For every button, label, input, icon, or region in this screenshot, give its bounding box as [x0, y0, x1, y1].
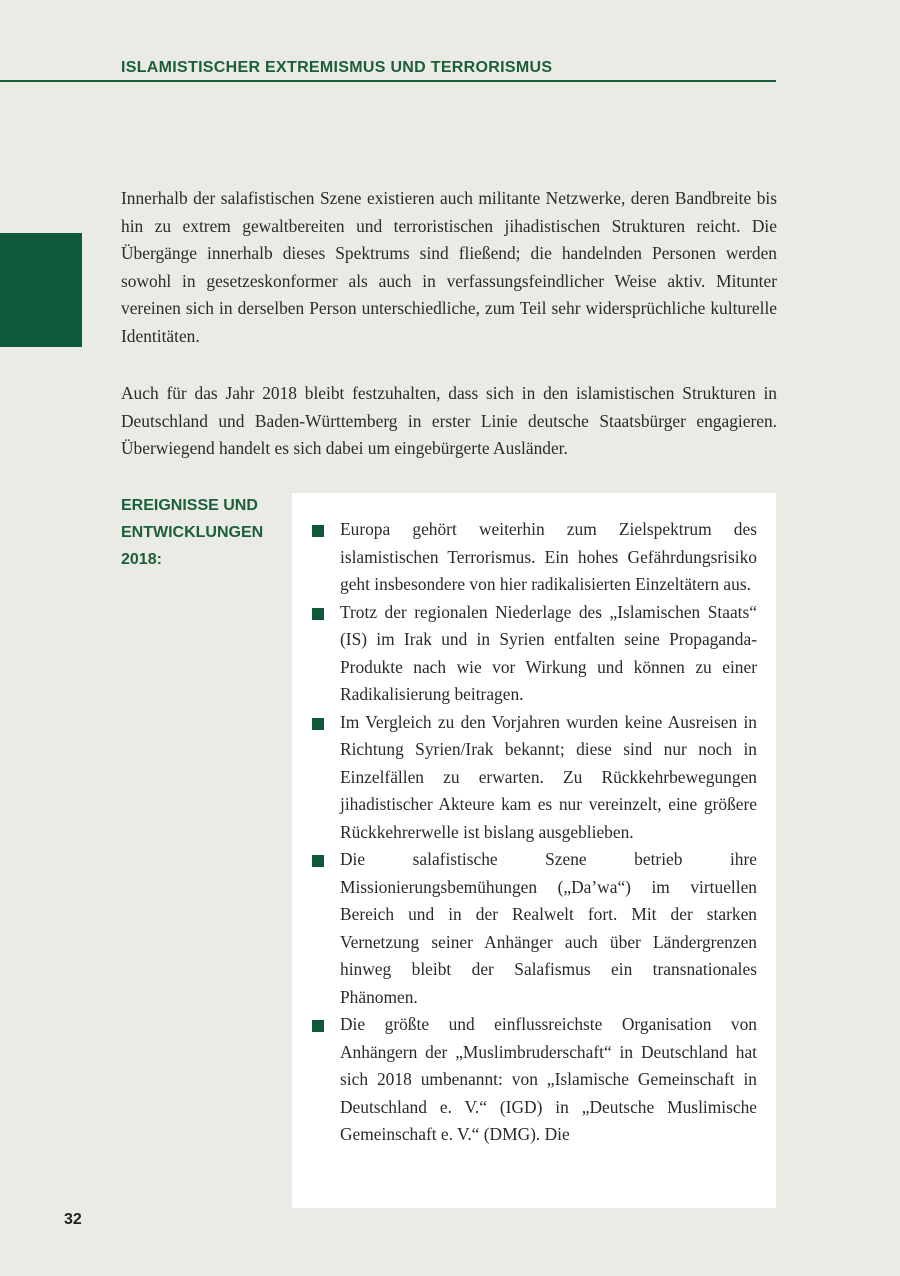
square-bullet-icon [312, 608, 324, 620]
events-heading [121, 492, 281, 573]
events-box [292, 493, 776, 1208]
events-list [312, 516, 757, 1149]
square-bullet-icon [312, 718, 324, 730]
chapter-side-tab [0, 233, 82, 347]
list-item-text: Die salafistische Szene betrieb ihre Missionierungsbemühungen („Da’wa“) im virtuellen Bereich und in der Realwelt fort. Mit der starken Vernetzung seiner Anhänger auch über Ländergrenzen hinweg bleibt der Salafismus ein transnationales Phänomen. [340, 849, 757, 1007]
intro-paragraph-1: Innerhalb der salafistischen Szene existieren auch militante Netzwerke, deren Bandbreite bis hin zu extrem gewaltbereiten und terroristischen jihadistischen Strukturen reicht. Die Übergänge innerhalb dieses Spektrums sind fließend; die handelnden Personen werden sowohl in gesetzeskonformer als auch in verfassungsfeindlicher Weise aktiv. Mitunter vereinen sich in derselben Person unterschiedliche, zum Teil sehr widersprüchliche kulturelle Identitäten. [121, 188, 777, 346]
square-bullet-icon [312, 525, 324, 537]
events-heading-line-3: 2018: [121, 551, 162, 568]
events-heading-line-2: ENTWICKLUNGEN [121, 524, 264, 541]
list-item [312, 599, 757, 709]
events-heading-line-1: EREIGNISSE UND [121, 497, 258, 514]
list-item-text: Trotz der regionalen Niederlage des „Islamischen Staats“ (IS) im Irak und in Syrien entfalten seine Propaganda-Produkte nach wie vor Wirkung und können zu einer Radikalisierung beitragen. [340, 601, 757, 704]
list-item [312, 1011, 757, 1149]
list-item [312, 709, 757, 847]
list-item [312, 846, 757, 1011]
square-bullet-icon [312, 1020, 324, 1032]
list-item [312, 516, 757, 599]
section-title: ISLAMISTISCHER EXTREMISMUS UND TERRORISMUS [121, 59, 553, 76]
square-bullet-icon [312, 855, 324, 867]
list-item-text: Im Vergleich zu den Vorjahren wurden keine Ausreisen in Richtung Syrien/Irak bekannt; diese sind nur noch in Einzelfällen zu erwarten. Zu Rückkehrbewegungen jihadistischer Akteure kam es nur vereinzelt, eine größere Rückkehrerwelle ist bislang ausgeblieben. [340, 711, 757, 842]
list-item-text: Europa gehört weiterhin zum Zielspektrum des islamistischen Terrorismus. Ein hohes Gefährdungsrisiko geht insbesondere von hier radikalisierten Einzeltätern aus. [340, 519, 757, 594]
list-item-text: Die größte und einflussreichste Organisation von Anhängern der „Muslimbruderschaft“ in Deutschland hat sich 2018 umbenannt: von „Islamische Gemeinschaft in Deutschland e. V.“ (IGD) in „Deutsche Muslimische Gemeinschaft e. V.“ (DMG). Die [340, 1014, 757, 1144]
intro-paragraph-2: Auch für das Jahr 2018 bleibt festzuhalten, dass sich in den islamistischen Strukturen in Deutschland und Baden-Württemberg in erster Linie deutsche Staatsbürger engagieren. Überwiegend handelt es sich dabei um eingebürgerte Ausländer. [121, 383, 777, 458]
page-number: 32 [64, 1211, 82, 1228]
running-header [0, 56, 776, 82]
